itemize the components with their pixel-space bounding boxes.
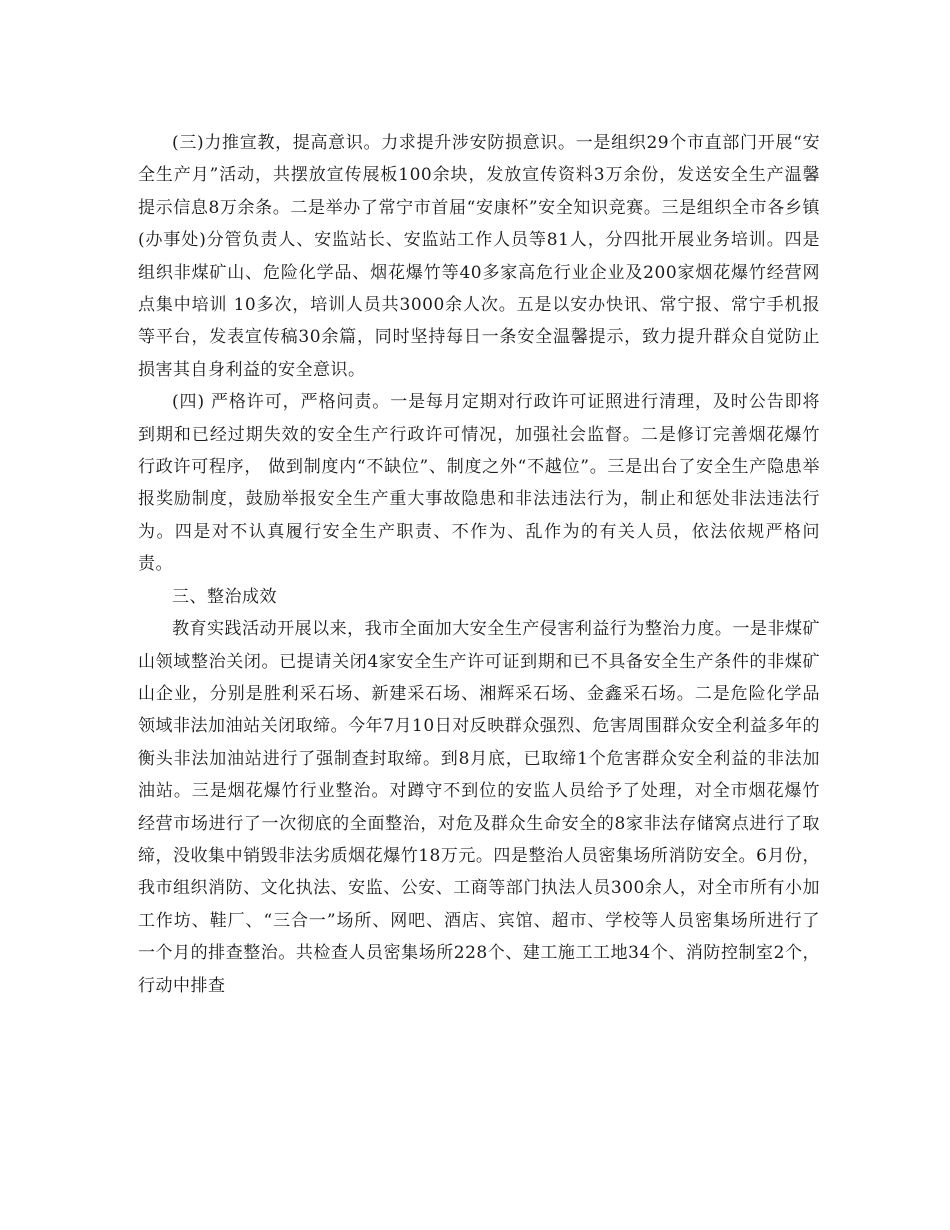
paragraph-rectification-results: 教育实践活动开展以来，我市全面加大安全生产侵害利益行为整治力度。一是非煤矿山领域整治关闭。已提请关闭4家安全生产许可证到期和已不具备安全生产条件的非煤矿山企业，分别是胜利采石场、新建采石场、湘辉采石场、金鑫采石场。二是危险化学品领域非法加油站关闭取缔。今年7月10日对反映群众强烈、危害周围群众安全利益多年的衡头非法加油站进行了强制查封取缔。到8月底，已取缔1个危害群众安全利益的非法加油站。三是烟花爆竹行业整治。对蹲守不到位的安监人员给予了处理，对全市烟花爆竹经营市场进行了一次彻底的全面整治，对危及群众生命安全的8家非法存储窝点进行了取缔，没收集中销毁非法劣质烟花爆竹18万元。四是整治人员密集场所消防安全。6月份，我市组织消防、文化执法、安监、公安、工商等部门执法人员300余人，对全市所有小加工作坊、鞋厂、“三合一”场所、网吧、酒店、宾馆、超市、学校等人员密集场所进行了一个月的排查整治。共检查人员密集场所228个、建工施工工地34个、消防控制室2个，行动中排查 [138, 619, 820, 996]
section-heading-rectification-results: 三、整治成效 [172, 586, 277, 607]
paragraph-publicity-education: (三)力推宣教，提高意识。力求提升涉安防损意识。一是组织29个市直部门开展“安全生产月”活动，共摆放宣传展板100余块，发放宣传资料3万余份，发送安全生产温馨提示信息8万余条。二是举办了常宁市首届“安康杯”安全知识竞赛。三是组织全市各乡镇(办事处)分管负责人、安监站长、安监站工作人员等81人，分四批开展业务培训。四是组织非煤矿山、危险化学品、烟花爆竹等40多家高危行业企业及200家烟花爆竹经营网点集中培训 10多次，培训人员共3000余人次。五是以安办快讯、常宁报、常宁手机报等平台，发表宣传稿30余篇，同时坚持每日一条安全温馨提示，致力提升群众自觉防止损害其自身利益的安全意识。 [138, 133, 820, 380]
document-body [138, 127, 820, 1002]
paragraph-licensing-accountability: (四) 严格许可，严格问责。一是每月定期对行政许可证照进行清理，及时公告即将到期和已经过期失效的安全生产行政许可情况，加强社会监督。二是修订完善烟花爆竹行政许可程序， 做到制度内“不缺位”、制度之外“不越位”。三是出台了安全生产隐患举报奖励制度，鼓励举报安全生产重大事故隐患和非法违法行为，制止和惩处非法违法行为。四是对不认真履行安全生产职责、不作为、乱作为的有关人员，依法依规严格问责。 [138, 392, 820, 575]
